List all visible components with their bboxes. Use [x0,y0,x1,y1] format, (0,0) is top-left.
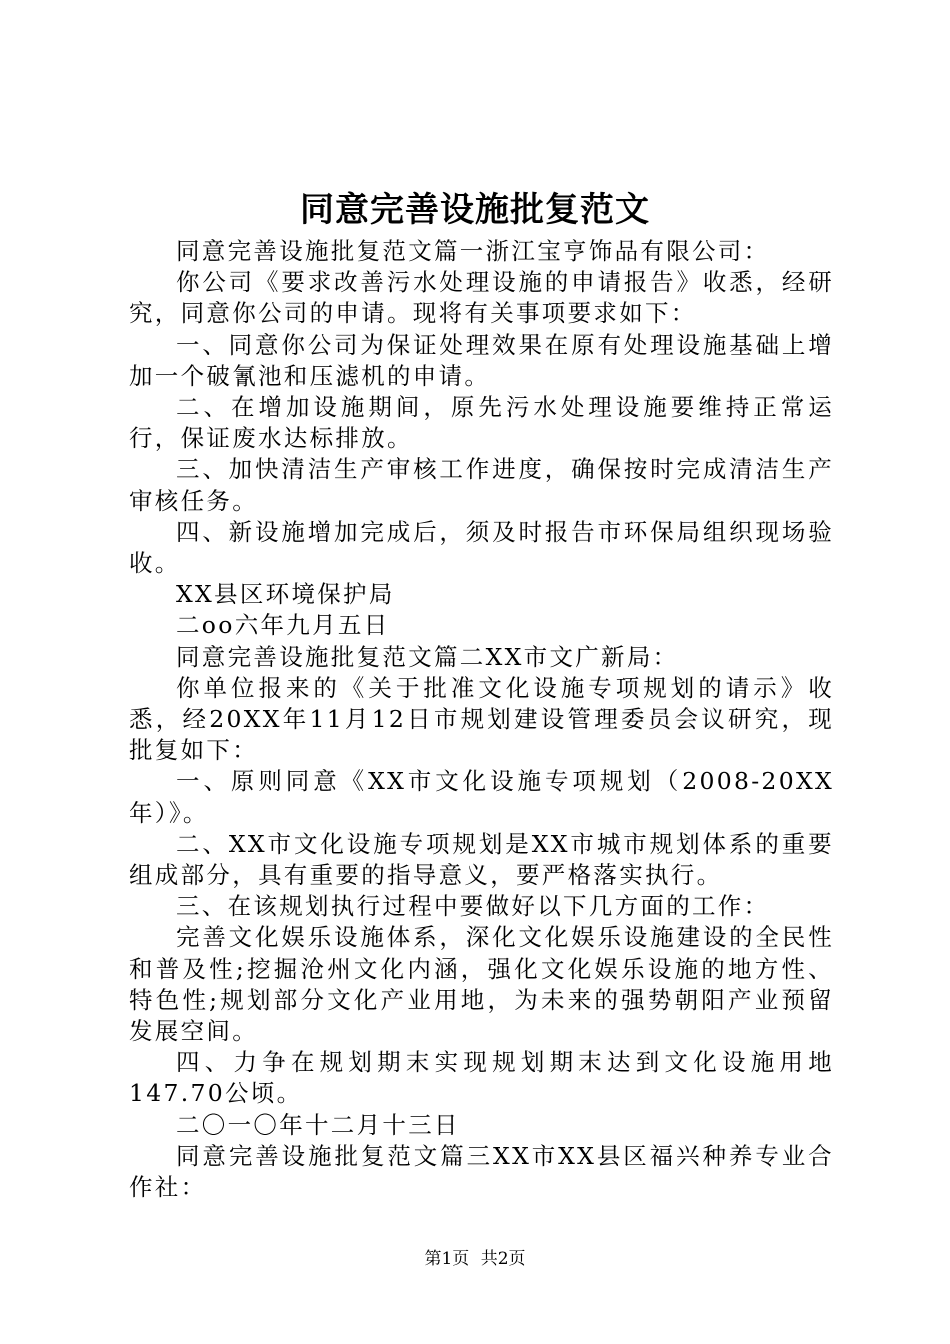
signature-date: 二oo六年九月五日 [176,611,390,640]
paragraph: 完善文化娱乐设施体系，深化文化娱乐设施建设的全民性和普及性;挖掘沧州文化内涵，强化文化娱乐设施的地方性、特色性;规划部分文化产业用地，为未来的强势朝阳产业预留发展空间。 [129,923,834,1046]
paragraph: 四、新设施增加完成后，须及时报告市环保局组织现场验收。 [129,517,834,578]
paragraph: 同意完善设施批复范文篇二XX市文广新局： [176,642,679,671]
document-body [129,236,834,1203]
paragraph: 一、同意你公司为保证处理效果在原有处理设施基础上增加一个破氰池和压滤机的申请。 [129,330,834,390]
page-total: 共2页 [480,1249,526,1269]
paragraph: 三、加快清洁生产审核工作进度，确保按时完成清洁生产审核任务。 [129,455,834,515]
page-footer [0,1244,950,1269]
paragraph: 四、力争在规划期末实现规划期末达到文化设施用地147.70公顷。 [129,1048,834,1108]
signature-org: XX县区环境保护局 [176,580,395,609]
document-title: 同意完善设施批复范文 [300,190,650,230]
paragraph: 二、XX市文化设施专项规划是XX市城市规划体系的重要组成部分，具有重要的指导意义，要严格落实执行。 [129,829,834,890]
paragraph: 你公司《要求改善污水处理设施的申请报告》收悉，经研究，同意你公司的申请。现将有关事项要求如下： [129,268,834,328]
paragraph: 同意完善设施批复范文篇一浙江宝亨饰品有限公司： [176,237,770,265]
signature-date: 二〇一〇年十二月十三日 [176,1110,460,1139]
paragraph: 同意完善设施批复范文篇三XX市XX县区福兴种养专业合作社： [129,1141,834,1202]
paragraph: 二、在增加设施期间，原先污水处理设施要维持正常运行，保证废水达标排放。 [129,393,834,453]
paragraph: 三、在该规划执行过程中要做好以下几方面的工作： [176,892,770,921]
paragraph: 你单位报来的《关于批准文化设施专项规划的请示》收悉，经20XX年11月12日市规划建设管理委员会议研究，现批复如下： [129,673,834,765]
paragraph: 一、原则同意《XX市文化设施专项规划（2008-20XX年）》。 [129,767,834,827]
page-number: 第1页 [424,1249,470,1269]
